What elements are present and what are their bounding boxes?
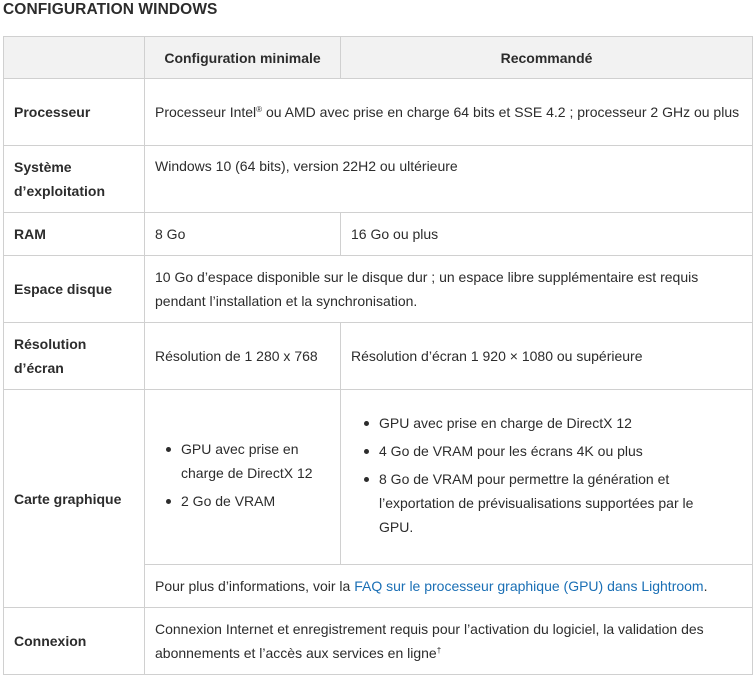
list-item: GPU avec prise en charge de DirectX 12: [181, 437, 336, 485]
row-label-gpu: Carte graphique: [4, 390, 145, 608]
row-label-ram: RAM: [4, 213, 145, 256]
resolution-minimum: Résolution de 1 280 x 768: [145, 323, 341, 390]
disk-value: 10 Go d’espace disponible sur le disque dur ; un espace libre supplémentaire est requis pendant l’installation et la synchronisation.: [145, 256, 753, 323]
gpu-note: [145, 565, 753, 608]
header-recommended: Recommandé: [341, 37, 753, 79]
row-resolution: [4, 323, 753, 390]
ram-minimum: 8 Go: [145, 213, 341, 256]
header-empty-cell: [4, 37, 145, 79]
gpu-minimum-list: [155, 437, 336, 513]
row-processor: [4, 79, 753, 146]
row-os: [4, 146, 753, 213]
gpu-recommended-list: [353, 411, 728, 539]
row-label-disk: Espace disque: [4, 256, 145, 323]
row-disk: [4, 256, 753, 323]
gpu-recommended: [341, 390, 753, 565]
resolution-recommended: Résolution d’écran 1 920 × 1080 ou supérieure: [341, 323, 753, 390]
processor-value: [145, 79, 753, 146]
gpu-note-prefix: Pour plus d’informations, voir la: [155, 578, 355, 594]
header-row: [4, 37, 753, 79]
row-label-processor: Processeur: [4, 79, 145, 146]
gpu-note-suffix: .: [703, 578, 708, 594]
processor-value-b: ou AMD avec prise en charge 64 bits et SSE 4.2 ; processeur 2 GHz ou plus: [262, 104, 740, 120]
page-title: CONFIGURATION WINDOWS: [3, 1, 218, 18]
row-gpu: [4, 390, 753, 565]
connection-text: Connexion Internet et enregistrement requis pour l’activation du logiciel, la validation des abonnements et l’accès aux services en ligne: [155, 621, 704, 661]
os-value: Windows 10 (64 bits), version 22H2 ou ultérieure: [145, 146, 753, 213]
row-label-os: Système d’exploitation: [4, 146, 145, 213]
list-item: GPU avec prise en charge de DirectX 12: [379, 411, 728, 435]
connection-value: [145, 608, 753, 675]
list-item: 4 Go de VRAM pour les écrans 4K ou plus: [379, 439, 728, 463]
gpu-faq-link[interactable]: FAQ sur le processeur graphique (GPU) dans Lightroom: [354, 578, 704, 594]
processor-value-a: Processeur Intel: [155, 104, 257, 120]
registered-mark: ®: [256, 105, 263, 114]
header-minimum: Configuration minimale: [145, 37, 341, 79]
ram-recommended: 16 Go ou plus: [341, 213, 753, 256]
requirements-table: [3, 36, 753, 675]
gpu-minimum: [145, 390, 341, 565]
dagger-mark: †: [436, 646, 442, 655]
list-item: 8 Go de VRAM pour permettre la génération et l’exportation de prévisualisations supportées par le GPU.: [379, 467, 728, 539]
row-connection: [4, 608, 753, 675]
row-ram: [4, 213, 753, 256]
row-label-connection: Connexion: [4, 608, 145, 675]
row-label-resolution: Résolution d’écran: [4, 323, 145, 390]
list-item: 2 Go de VRAM: [181, 489, 336, 513]
